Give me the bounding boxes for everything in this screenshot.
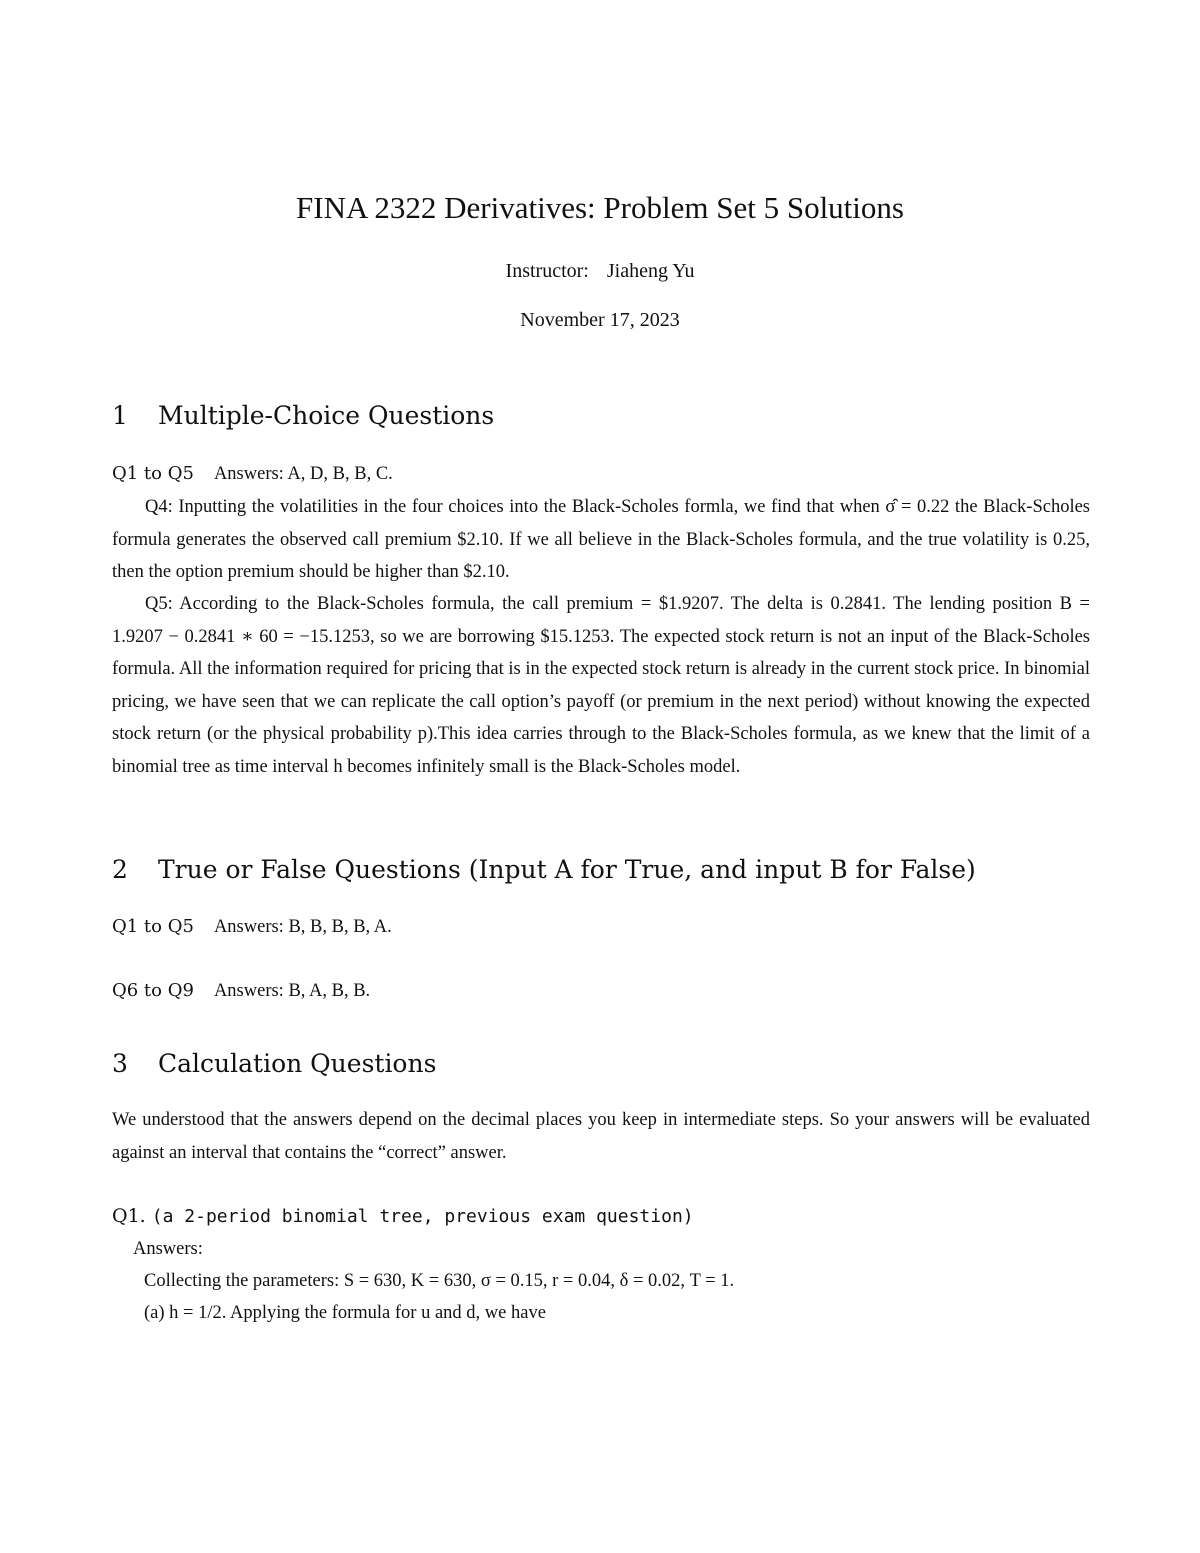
section-heading-3 [112, 1047, 436, 1081]
answers-text: Answers: B, A, B, B. [213, 981, 371, 1001]
section-title: Calculation Questions [158, 1049, 437, 1078]
question-range: Q1 to Q5 [112, 463, 194, 484]
section-number: 1 [112, 401, 128, 430]
answers-text: Answers: B, B, B, B, A. [213, 917, 392, 937]
answers-text: Answers: A, D, B, B, C. [213, 464, 393, 484]
section-title: True or False Questions (Input A for True, and input B for False) [158, 855, 976, 884]
calculation-intro: We understood that the answers depend on the decimal places you keep in intermediate steps. So your answers will be evaluated against an interval that contains the “correct” answer. [112, 1110, 1090, 1163]
q1-label: Q1. [112, 1205, 146, 1227]
section-number: 3 [112, 1049, 128, 1078]
q1-description: (a 2-period binomial tree, previous exam question) [151, 1206, 694, 1227]
answers-line [112, 911, 392, 943]
author-line [0, 257, 1200, 285]
question-range: Q6 to Q9 [112, 980, 194, 1001]
document-date: November 17, 2023 [520, 309, 680, 331]
section-number: 2 [112, 855, 128, 884]
instructor-name: Jiaheng Yu [606, 260, 695, 282]
section-title: Multiple-Choice Questions [158, 401, 495, 430]
q4-explanation: Q4: Inputting the volatilities in the four choices into the Black-Scholes formla, we find that when σ̂ = 0.22 the Black-Scholes formula generates the observed call premium $2.10. If we all believe in the Black-Scholes formula, and the true volatility is 0.25, then the option premium should be higher than $2.10. [112, 497, 1090, 582]
instructor-label: Instructor: [505, 260, 589, 282]
answers-line [112, 458, 393, 490]
section-heading-1 [112, 399, 494, 433]
answers-line [112, 975, 370, 1007]
q5-explanation: Q5: According to the Black-Scholes formula, the call premium = $1.9207. The delta is 0.2841. The lending position B = 1.9207 − 0.2841 ∗ 60 = −15.1253, so we are borrowing $15.1253. The expected stock return is not an input of the Black-Scholes formula. All the information required for pricing that is in the expected stock return is already in the current stock price. In binomial pricing, we have seen that we can replicate the call option’s payoff (or premium in the next period) without knowing the expected stock return (or the physical probability p).This idea carries through to the Black-Scholes formula, as we knew that the limit of a binomial tree as time interval h becomes infinitely small is the Black-Scholes model. [112, 594, 1090, 777]
question-range: Q1 to Q5 [112, 916, 194, 937]
part-a-line: (a) h = 1/2. Applying the formula for u and d, we have [144, 1303, 546, 1323]
q1-heading [112, 1201, 694, 1232]
parameters-line: Collecting the parameters: S = 630, K = 630, σ = 0.15, r = 0.04, δ = 0.02, T = 1. [144, 1271, 735, 1291]
document-title: FINA 2322 Derivatives: Problem Set 5 Solutions [296, 190, 904, 225]
section-heading-2 [112, 853, 976, 887]
answers-label: Answers: [133, 1239, 203, 1259]
